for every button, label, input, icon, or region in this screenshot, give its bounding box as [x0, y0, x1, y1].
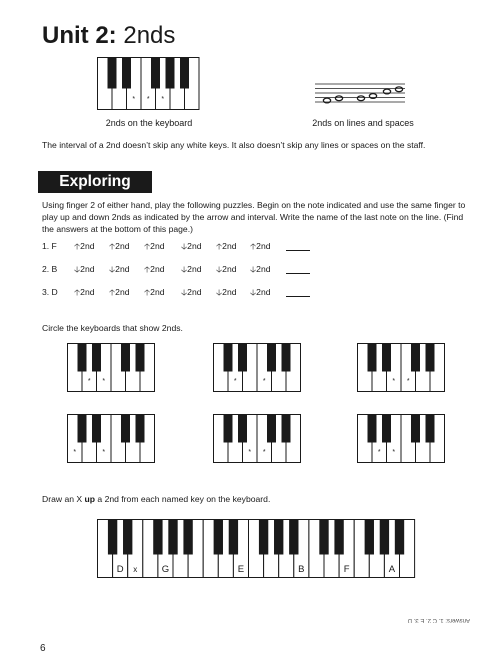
choice-dot-marker: *: [392, 378, 396, 385]
page-title: [42, 22, 175, 50]
choice-black-key: [267, 344, 276, 372]
big-black-key: [183, 520, 192, 555]
example-black-key: [166, 58, 175, 89]
big-black-key: [274, 520, 283, 555]
choice-black-key: [267, 415, 276, 443]
answers-key: Answers: 1. C 2. E 3. D: [407, 617, 470, 623]
puzzle-step-up: 🡡2nd: [109, 287, 130, 297]
intro-text: The interval of a 2nd doesn’t skip any white keys. It also doesn’t skip any lines or spaces on the staff.: [42, 140, 426, 150]
choice-keyboard[interactable]: [67, 414, 155, 463]
circle-prompt: Circle the keyboards that show 2nds.: [42, 323, 183, 333]
unit-label: Unit 2:: [42, 22, 117, 49]
big-black-key: [289, 520, 298, 555]
example-black-key: [180, 58, 189, 89]
big-black-key: [334, 520, 343, 555]
whole-note: [395, 87, 402, 92]
puzzle-step-up: 🡡2nd: [74, 241, 95, 251]
key-label: D: [116, 564, 124, 575]
big-black-key: [395, 520, 404, 555]
instructions-text: Using finger 2 of either hand, play the following puzzles. Begin on the note indicated and use the same finger to play up and down 2nds as indicated by the arrow and interval. Write the name of the last note on the line. (Find the answers at the bottom of this page.): [42, 200, 466, 234]
puzzle-step-up: 🡡2nd: [144, 241, 165, 251]
example-dot-marker: *: [146, 96, 150, 103]
puzzle-step-down: 🡣2nd: [250, 264, 271, 274]
big-black-key: [319, 520, 328, 555]
choice-black-key: [121, 344, 130, 372]
choice-black-key: [78, 344, 87, 372]
choice-dot-marker: *: [73, 449, 77, 456]
key-label: B: [298, 564, 305, 575]
whole-note: [335, 96, 342, 101]
big-black-key: [168, 520, 177, 555]
x-mark: x: [133, 565, 138, 574]
choice-black-key: [121, 415, 130, 443]
big-black-key: [214, 520, 223, 555]
puzzle-step-up: 🡡2nd: [250, 241, 271, 251]
puzzle-start-note: 2. B: [42, 264, 58, 274]
choice-black-key: [426, 344, 435, 372]
example-black-key: [122, 58, 131, 89]
choice-black-key: [78, 415, 87, 443]
example-dot-marker: *: [161, 96, 165, 103]
choice-black-key: [224, 344, 233, 372]
example-black-key: [151, 58, 160, 89]
answer-blank[interactable]: [286, 241, 310, 251]
page-number: 6: [40, 643, 46, 654]
choice-black-key: [136, 415, 145, 443]
draw-prompt-after: a 2nd from each named key on the keyboard.: [95, 494, 271, 504]
choice-dot-marker: *: [248, 449, 252, 456]
choice-dot-marker: *: [377, 449, 381, 456]
puzzle-step-down: 🡣2nd: [250, 287, 271, 297]
puzzle-step-up: 🡡2nd: [144, 287, 165, 297]
choice-black-key: [368, 344, 377, 372]
example-black-key: [108, 58, 117, 89]
choice-dot-marker: *: [392, 449, 396, 456]
answer-blank[interactable]: [286, 287, 310, 297]
choice-black-key: [92, 344, 101, 372]
choice-dot-marker: *: [262, 378, 266, 385]
big-black-key: [229, 520, 238, 555]
puzzle-step-up: 🡡2nd: [144, 264, 165, 274]
choice-dot-marker: *: [262, 449, 266, 456]
choice-dot-marker: *: [406, 378, 410, 385]
choice-black-key: [382, 415, 391, 443]
section-label-exploring: Exploring: [38, 171, 152, 193]
big-black-key: [259, 520, 268, 555]
puzzle-step-down: 🡣2nd: [181, 264, 202, 274]
big-black-key: [365, 520, 374, 555]
puzzle-step-up: 🡡2nd: [216, 241, 237, 251]
choice-black-key: [411, 344, 420, 372]
big-black-key: [108, 520, 117, 555]
choice-keyboard[interactable]: [357, 414, 445, 463]
choice-black-key: [282, 415, 291, 443]
key-label: E: [237, 564, 245, 575]
choice-black-key: [136, 344, 145, 372]
puzzle-step-down: 🡣2nd: [109, 264, 130, 274]
example-staff: [315, 82, 405, 106]
choice-black-key: [411, 415, 420, 443]
puzzle-start-note: 3. D: [42, 287, 58, 297]
choice-keyboard[interactable]: [357, 343, 445, 392]
puzzle-step-down: 🡣2nd: [74, 264, 95, 274]
example-keyboard: [97, 57, 200, 110]
answer-blank[interactable]: [286, 264, 310, 274]
choice-black-key: [92, 415, 101, 443]
puzzle-step-down: 🡣2nd: [216, 264, 237, 274]
choice-keyboard[interactable]: [67, 343, 155, 392]
puzzle-step-up: 🡡2nd: [109, 241, 130, 251]
puzzle-step-down: 🡣2nd: [181, 287, 202, 297]
puzzle-start-note: 1. F: [42, 241, 57, 251]
draw-prompt-before: Draw an X: [42, 494, 85, 504]
choice-black-key: [382, 344, 391, 372]
big-black-key: [153, 520, 162, 555]
puzzle-step-down: 🡣2nd: [216, 287, 237, 297]
big-keyboard[interactable]: [97, 519, 415, 578]
draw-prompt-bold: up: [84, 494, 96, 504]
choice-black-key: [368, 415, 377, 443]
key-label: F: [343, 564, 350, 575]
choice-keyboard[interactable]: [213, 414, 301, 463]
caption-keyboard: 2nds on the keyboard: [105, 118, 193, 128]
choice-black-key: [282, 344, 291, 372]
choice-black-key: [238, 415, 247, 443]
puzzle-step-up: 🡡2nd: [74, 287, 95, 297]
choice-dot-marker: *: [233, 378, 237, 385]
choice-black-key: [238, 344, 247, 372]
caption-staff: 2nds on lines and spaces: [312, 118, 414, 128]
choice-black-key: [426, 415, 435, 443]
choice-dot-marker: *: [87, 378, 91, 385]
example-dot-marker: *: [132, 96, 136, 103]
choice-dot-marker: *: [102, 378, 106, 385]
choice-dot-marker: *: [102, 449, 106, 456]
whole-note: [357, 96, 364, 101]
big-black-key: [123, 520, 132, 555]
big-black-key: [380, 520, 389, 555]
puzzle-step-down: 🡣2nd: [181, 241, 202, 251]
unit-topic: 2nds: [123, 22, 176, 49]
draw-prompt: [42, 493, 422, 505]
key-label: G: [161, 564, 170, 575]
key-label: A: [388, 564, 396, 575]
choice-keyboard[interactable]: [213, 343, 301, 392]
choice-black-key: [224, 415, 233, 443]
